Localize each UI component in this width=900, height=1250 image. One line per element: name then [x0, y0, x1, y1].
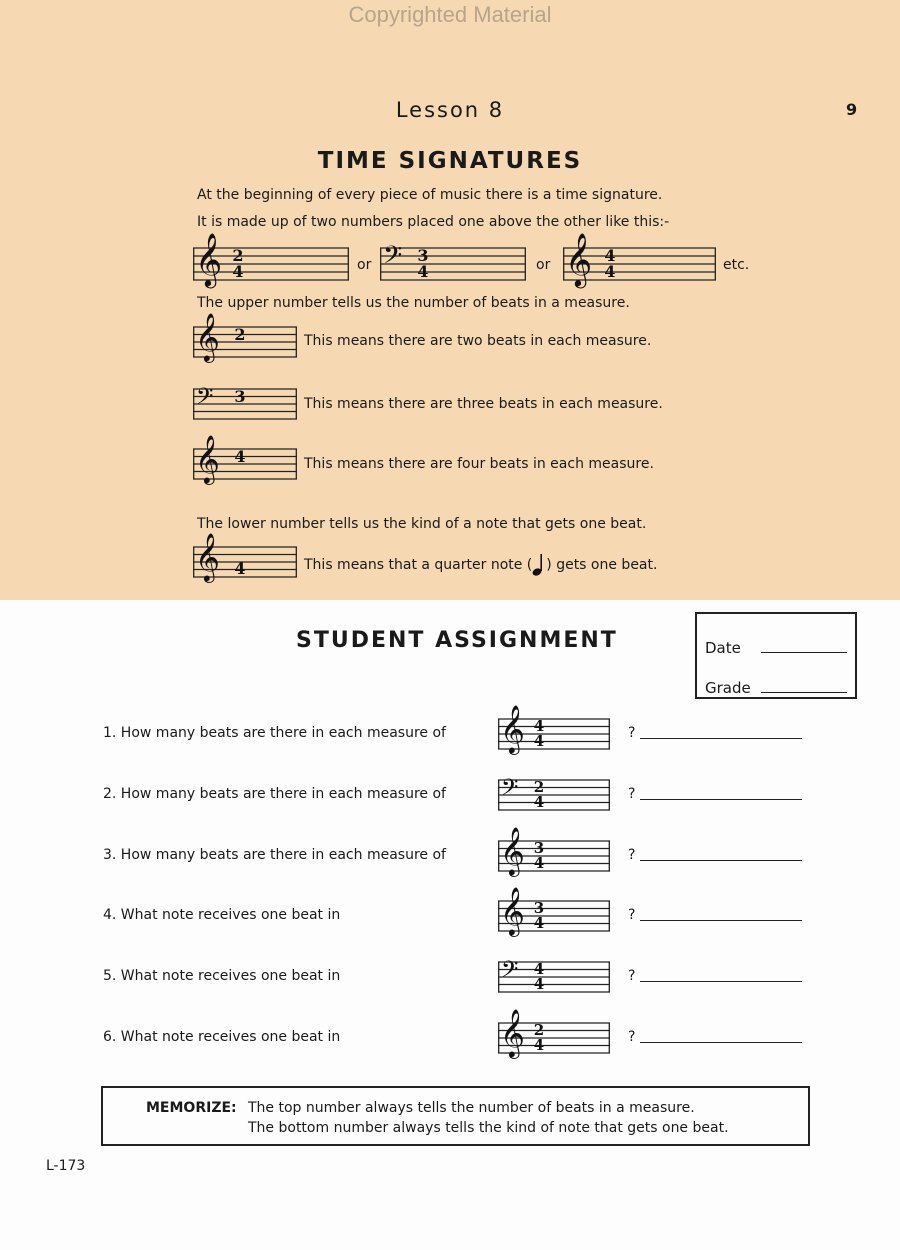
question-5: 5. What note receives one beat in — [103, 968, 341, 984]
lower-example-text — [304, 553, 657, 577]
time-signature-bottom: 4 — [533, 854, 545, 872]
lower-example-staff — [193, 532, 297, 581]
treble-clef-icon: 𝄞 — [195, 434, 220, 483]
treble-clef-icon: 𝄞 — [195, 312, 220, 361]
upper-example-text-2: This means there are three beats in each measure. — [304, 396, 663, 412]
example-staff-1 — [193, 232, 349, 286]
bass-clef-icon: 𝄢 — [501, 957, 519, 988]
question-4-mark: ? — [628, 907, 636, 923]
intro-line-1: At the beginning of every piece of music there is a time signature. — [197, 187, 663, 203]
upper-number: 2 — [234, 325, 246, 344]
lesson-heading: Lesson 8 — [395, 98, 505, 122]
memorize-line-1: The top number always tells the number of beats in a measure. — [248, 1100, 695, 1116]
question-3: 3. How many beats are there in each measure of — [103, 847, 446, 863]
question-6: 6. What note receives one beat in — [103, 1029, 341, 1045]
question-6-mark: ? — [628, 1029, 636, 1045]
time-signature-bottom: 4 — [533, 975, 545, 993]
question-1-mark: ? — [628, 725, 636, 741]
time-signature-bottom: 4 — [232, 262, 244, 281]
date-grade-box — [695, 612, 857, 699]
question-5-mark: ? — [628, 968, 636, 984]
memorize-box — [101, 1086, 810, 1146]
bass-clef-icon: 𝄢 — [501, 775, 519, 806]
upper-example-staff-1 — [193, 312, 297, 361]
copyright-watermark: Copyrighted Material — [348, 2, 552, 27]
time-signature-top: 3 — [417, 246, 429, 265]
time-signature-top: 4 — [533, 717, 545, 735]
question-5-answer-field[interactable] — [640, 981, 802, 982]
question-4: 4. What note receives one beat in — [103, 907, 341, 923]
time-signature-bottom: 4 — [417, 262, 429, 281]
example-staff-3 — [563, 232, 716, 286]
lower-text-before: This means that a quarter note ( — [304, 557, 533, 573]
treble-clef-icon: 𝄞 — [195, 232, 223, 286]
grade-field[interactable] — [761, 692, 847, 693]
time-signature-top: 2 — [232, 246, 244, 265]
treble-clef-icon: 𝄞 — [500, 704, 525, 753]
time-signature-top: 3 — [533, 839, 545, 857]
question-6-staff — [498, 1008, 610, 1057]
time-signature-top: 2 — [533, 1021, 545, 1039]
grade-label: Grade — [705, 679, 751, 697]
treble-clef-icon: 𝄞 — [500, 886, 525, 935]
question-5-staff — [498, 957, 610, 993]
upper-number-heading: The upper number tells us the number of beats in a measure. — [197, 295, 630, 311]
upper-number: 4 — [234, 447, 246, 466]
quarter-note-icon — [532, 553, 546, 577]
treble-clef-icon: 𝄞 — [500, 826, 525, 875]
page-code: L-173 — [46, 1158, 86, 1174]
bass-clef-icon: 𝄢 — [383, 241, 403, 276]
date-label: Date — [705, 639, 741, 657]
question-2-answer-field[interactable] — [640, 799, 802, 800]
etc-label: etc. — [723, 257, 750, 273]
or-label: or — [536, 257, 551, 273]
example-staff-2 — [380, 241, 526, 282]
question-1-answer-field[interactable] — [640, 738, 802, 739]
time-signature-top: 4 — [604, 246, 616, 265]
time-signature-bottom: 4 — [533, 1036, 545, 1054]
treble-clef-icon: 𝄞 — [565, 232, 593, 286]
time-signature-bottom: 4 — [533, 914, 545, 932]
lower-text-after: ) gets one beat. — [546, 557, 658, 573]
time-signature-bottom: 4 — [533, 732, 545, 750]
time-signature-bottom: 4 — [533, 793, 545, 811]
date-field[interactable] — [761, 652, 847, 653]
time-signature-bottom: 4 — [604, 262, 616, 281]
question-6-answer-field[interactable] — [640, 1042, 802, 1043]
question-2: 2. How many beats are there in each measure of — [103, 786, 446, 802]
question-1-staff — [498, 704, 610, 753]
upper-number: 3 — [234, 387, 246, 406]
upper-example-staff-3 — [193, 434, 297, 483]
question-2-staff — [498, 775, 610, 811]
assignment-title: STUDENT ASSIGNMENT — [296, 628, 618, 653]
time-signature-top: 4 — [533, 960, 545, 978]
lower-number-heading: The lower number tells us the kind of a note that gets one beat. — [197, 516, 647, 532]
question-3-answer-field[interactable] — [640, 860, 802, 861]
treble-clef-icon: 𝄞 — [500, 1008, 525, 1057]
or-label: or — [357, 257, 372, 273]
question-1: 1. How many beats are there in each measure of — [103, 725, 446, 741]
bass-clef-icon: 𝄢 — [196, 384, 214, 415]
upper-example-text-3: This means there are four beats in each measure. — [304, 456, 654, 472]
lower-number: 4 — [234, 559, 246, 578]
section-title: TIME SIGNATURES — [317, 148, 583, 174]
intro-line-2: It is made up of two numbers placed one above the other like this:- — [197, 214, 670, 230]
question-4-staff — [498, 886, 610, 935]
time-signature-top: 3 — [533, 899, 545, 917]
question-3-staff — [498, 826, 610, 875]
question-2-mark: ? — [628, 786, 636, 802]
memorize-label: MEMORIZE: — [146, 1100, 237, 1116]
page-number: 9 — [846, 100, 858, 119]
treble-clef-icon: 𝄞 — [195, 532, 220, 581]
time-signature-top: 2 — [533, 778, 545, 796]
upper-example-staff-2 — [193, 384, 297, 420]
upper-example-text-1: This means there are two beats in each measure. — [304, 333, 652, 349]
question-3-mark: ? — [628, 847, 636, 863]
question-4-answer-field[interactable] — [640, 920, 802, 921]
memorize-line-2: The bottom number always tells the kind of note that gets one beat. — [248, 1120, 729, 1136]
